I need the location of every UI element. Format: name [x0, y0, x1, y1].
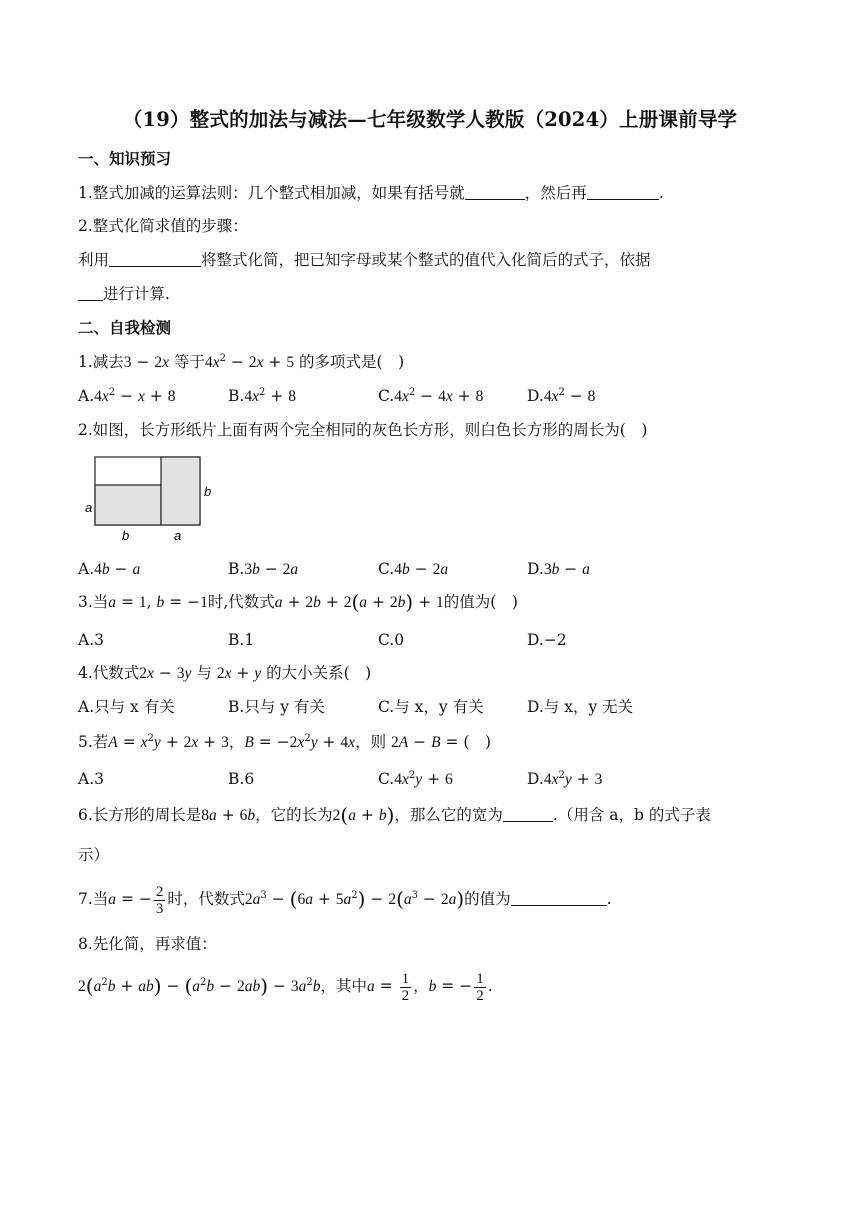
label-b-right: b	[204, 484, 212, 499]
gray-rectangle-horizontal	[95, 485, 161, 525]
q2-option-c[interactable]: C.4b − 2a	[378, 560, 449, 578]
q2-option-a[interactable]: A.4b − a	[78, 560, 141, 578]
q4-option-b[interactable]: B.只与 y 有关	[228, 698, 325, 716]
answer-blank[interactable]	[587, 184, 659, 200]
q1-option-c[interactable]: $C.4x^2 - 4x + 8$	[378, 387, 484, 405]
question-4: 4.代数式2x − 3y 与 2x + y 的大小关系( )	[78, 664, 372, 682]
q1-option-d[interactable]: $D.4x^2 - 8$	[527, 387, 596, 405]
question-1: 1.减去3 − 2x 等于$4x^2 - 2x + 5$ 的多项式是( )	[78, 353, 405, 371]
question-8: 8.先化简，再求值：	[78, 935, 217, 953]
section-heading-preview: 一、知识预习	[78, 149, 172, 168]
answer-blank[interactable]	[465, 184, 525, 200]
answer-blank[interactable]	[109, 251, 201, 267]
q2-option-b[interactable]: B.3b − 2a	[228, 560, 299, 578]
q3-option-a[interactable]: A.3	[78, 631, 104, 649]
question-2: 2.如图，长方形纸片上面有两个完全相同的灰色长方形，则白色长方形的周长为( )	[78, 421, 648, 439]
q1-option-a[interactable]: $A.4x^2 - x + 8$	[78, 387, 176, 405]
preview-item-2: 2.整式化简求值的步骤：	[78, 217, 248, 235]
q2-option-d[interactable]: D.3b − a	[527, 560, 590, 578]
question-6: 6.长方形的周长是8a + 6b，它的长为2(a + b)，那么它的宽为 .（用含 a，b 的式子表	[78, 803, 711, 827]
q3-option-c[interactable]: C.0	[378, 631, 405, 649]
preview-item-2-body: 利用 将整式化简，把已知字母或某个整式的值代入化简后的式子，依据	[78, 251, 651, 269]
label-a-bottom: a	[174, 528, 182, 543]
gray-rectangle-vertical	[161, 457, 200, 525]
section-heading-selfcheck: 二、自我检测	[78, 318, 172, 337]
question-5: 5.若$A = x^2y + 2x + 3$，$B = -2x^2y + 4x$，则 2A − B = ( )	[78, 733, 491, 751]
rectangle-figure	[78, 450, 218, 546]
q5-option-b[interactable]: B.6	[228, 770, 255, 788]
q5-option-d[interactable]: $D.4x^2y + 3$	[527, 770, 603, 788]
q4-option-d[interactable]: D.与 x，y 无关	[527, 698, 634, 716]
question-8-expression: $2(a^2b + ab) - (a^2b - 2ab) - 3a^2b$，其中a = $\frac{1}{2}$ ，b = − $\frac{1}{2}$ .	[78, 970, 493, 1004]
preview-item-2-end: 进行计算.	[78, 284, 170, 304]
question-6-cont: 示）	[78, 846, 110, 864]
question-3: 3.当a = 1, b = −1时,代数式a + 2b + 2(a + 2b) + 1的值为( )	[78, 590, 518, 614]
question-7: 7.当a = − $\frac{2}{3}$ 时，代数式$2a^3 - (6a + 5a^2) - 2(a^3 - 2a)$的值为 .	[78, 883, 612, 917]
q5-option-c[interactable]: $C.4x^2y + 6$	[378, 770, 453, 788]
q3-option-b[interactable]: B.1	[228, 631, 255, 649]
answer-blank[interactable]	[511, 890, 607, 906]
label-b-bottom: b	[122, 528, 130, 543]
q3-option-d[interactable]: D.−2	[527, 631, 567, 649]
q4-option-a[interactable]: A.只与 x 有关	[78, 698, 175, 716]
q5-option-a[interactable]: A.3	[78, 770, 104, 788]
page-title: （19）整式的加法与减法—七年级数学人教版（2024）上册课前导学	[122, 108, 738, 131]
answer-blank[interactable]	[503, 806, 553, 822]
q4-option-c[interactable]: C.与 x，y 有关	[378, 698, 484, 716]
preview-item-1: 1.整式加减的运算法则：几个整式相加减，如果有括号就 ，然后再 .	[78, 184, 664, 202]
answer-blank[interactable]	[78, 285, 103, 301]
label-a-left: a	[85, 500, 93, 515]
q1-option-b[interactable]: $B.4x^2 + 8$	[228, 387, 296, 405]
